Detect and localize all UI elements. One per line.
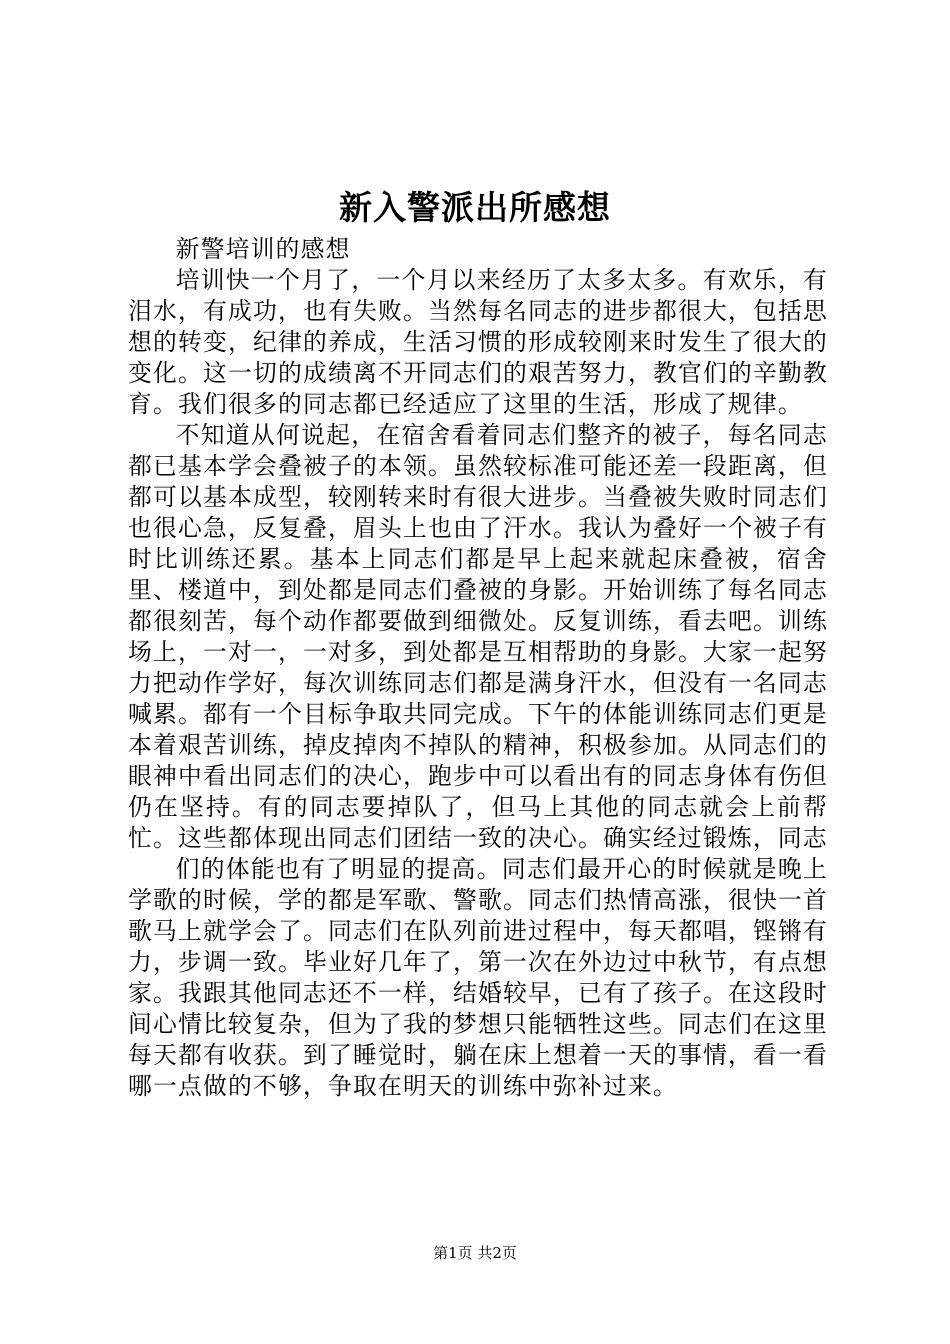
- paragraph-1: 培训快一个月了，一个月以来经历了太多太多。有欢乐，有泪水，有成功，也有失败。当然每名同志的进步都很大，包括思想的转变，纪律的养成，生活习惯的形成较刚来时发生了很大的变化。这一切的成绩离不开同志们的艰苦努力，教官们的辛勤教育。我们很多的同志都已经适应了这里的生活，形成了规律。: [128, 266, 828, 418]
- paragraph-subtitle: 新警培训的感想: [175, 235, 351, 263]
- paragraph-3: 们的体能也有了明显的提高。同志们最开心的时候就是晚上学歌的时候，学的都是军歌、警歌。同志们热情高涨，很快一首歌马上就学会了。同志们在队列前进过程中，每天都唱，铿锵有力，步调一致。毕业好几年了，第一次在外边过中秋节，有点想家。我跟其他同志还不一样，结婚较早，已有了孩子。在这段时间心情比较复杂，但为了我的梦想只能牺牲这些。同志们在这里每天都有收获。到了睡觉时，躺在床上想着一天的事情，看一看哪一点做的不够，争取在明天的训练中弥补过来。: [128, 855, 828, 1100]
- paragraph-2: 不知道从何说起，在宿舍看着同志们整齐的被子，每名同志都已基本学会叠被子的本领。虽然较标准可能还差一段距离，但都可以基本成型，较刚转来时有很大进步。当叠被失败时同志们也很心急，反复叠，眉头上也由了汗水。我认为叠好一个被子有时比训练还累。基本上同志们都是早上起来就起床叠被，宿舍里、楼道中，到处都是同志们叠被的身影。开始训练了每名同志都很刻苦，每个动作都要做到细微处。反复训练，看去吧。训练场上，一对一，一对多，到处都是互相帮助的身影。大家一起努力把动作学好，每次训练同志们都是满身汗水，但没有一名同志喊累。都有一个目标争取共同完成。下午的体能训练同志们更是本着艰苦训练，掉皮掉肉不掉队的精神，积极参加。从同志们的眼神中看出同志们的决心，跑步中可以看出有的同志身体有伤但仍在坚持。有的同志要掉队了，但马上其他的同志就会上前帮忙。这些都体现出同志们团结一致的决心。确实经过锻炼，同志: [128, 421, 828, 852]
- document-title: 新入警派出所感想: [339, 188, 611, 227]
- page-footer: 第1页 共2页: [433, 1244, 517, 1262]
- document-body: [128, 234, 828, 1102]
